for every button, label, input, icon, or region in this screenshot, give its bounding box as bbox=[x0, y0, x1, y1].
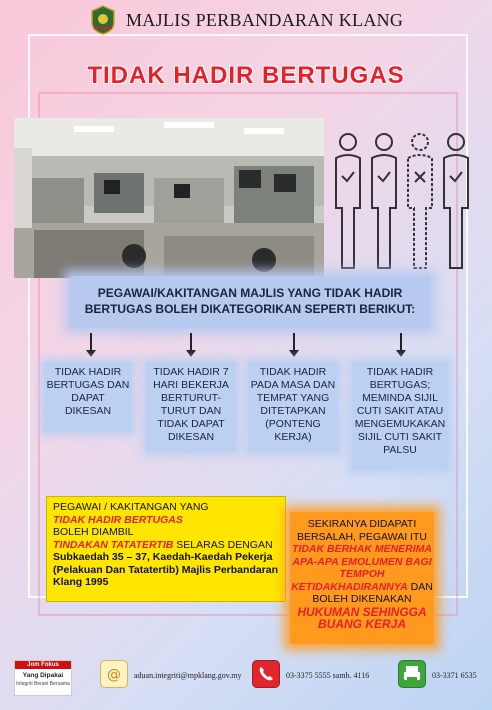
question-line-1: PEGAWAI/KAKITANGAN MAJLIS YANG TIDAK HADIR bbox=[97, 286, 403, 300]
jom-fokus-logo: Jom Fokus Yang Dipakai Integriti Berani Bersama bbox=[14, 660, 72, 696]
attendance-figures-icon bbox=[330, 128, 478, 278]
email-icon[interactable] bbox=[100, 660, 128, 688]
category-question bbox=[70, 276, 430, 328]
office-photo bbox=[14, 118, 324, 278]
disciplinary-action-note: PEGAWAI / KAKITANGAN YANG TIDAK HADIR BERTUGAS BOLEH DIAMBIL TINDAKAN TATATERTIB SELARAS DENGAN Subkaedah 35 – 37, Kaedah-Kaedah Pekerja (Pelakuan Dan Tatatertib) Majlis Perbandaran Klang 1995 bbox=[46, 496, 286, 602]
category-box-2: TIDAK HADIR 7 HARI BEKERJA BERTURUT- TURUT DAN TIDAK DAPAT DIKESAN bbox=[146, 362, 236, 452]
arrow-down-icon bbox=[90, 333, 92, 355]
org-name: MAJLIS PERBANDARAN KLANG bbox=[126, 10, 404, 30]
fax-icon[interactable] bbox=[398, 660, 426, 688]
category-box-1: TIDAK HADIR BERTUGAS DAN DAPAT DIKESAN bbox=[44, 362, 132, 432]
fax-number[interactable]: 03-3371 6535 bbox=[432, 671, 477, 680]
phone-icon[interactable] bbox=[252, 660, 280, 688]
crest-icon bbox=[88, 4, 118, 36]
arrow-down-icon bbox=[400, 333, 402, 355]
page-title: TIDAK HADIR BERTUGAS bbox=[87, 62, 405, 89]
header bbox=[0, 0, 492, 40]
svg-text:@: @ bbox=[107, 667, 121, 683]
email-address[interactable]: aduan.integriti@mpklang.gov.my bbox=[134, 671, 242, 680]
penalty-note: SEKIRANYA DIDAPATI BERSALAH, PEGAWAI ITU TIDAK BERHAK MENERIMA APA-APA EMOLUMEN BAGI TEMPOH KETIDAKHADIRANNYA DAN BOLEH DIKENAKAN HUKUMAN SEHINGGA BUANG KERJA bbox=[290, 512, 434, 644]
category-box-3: TIDAK HADIR PADA MASA DAN TEMPAT YANG DITETAPKAN (PONTENG KERJA) bbox=[248, 362, 338, 452]
question-line-2: BERTUGAS BOLEH DIKATEGORIKAN SEPERTI BERIKUT: bbox=[84, 302, 416, 316]
arrow-down-icon bbox=[293, 333, 295, 355]
category-box-4: TIDAK HADIR BERTUGAS; MEMINDA SIJIL CUTI SAKIT ATAU MENGEMUKAKAN SIJIL CUTI SAKIT PALSU bbox=[352, 362, 448, 470]
phone-number[interactable]: 03-3375 5555 samb. 4116 bbox=[286, 671, 370, 680]
arrow-down-icon bbox=[190, 333, 192, 355]
